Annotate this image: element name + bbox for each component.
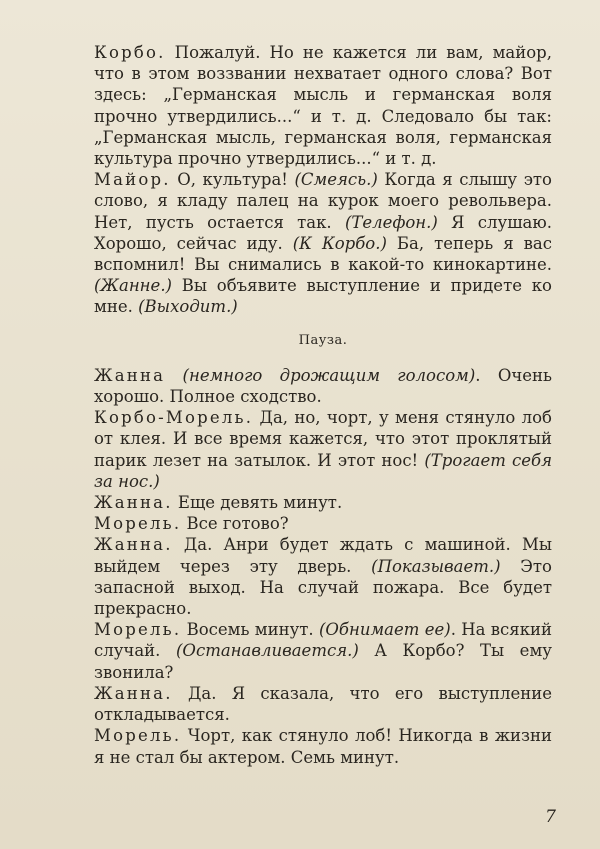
stage-direction: (Жанне.) [94,276,172,296]
speaker-name: Жанна. [94,493,173,513]
speaker-name: Жанна. [94,535,173,555]
dialogue-text: Это запасной выход. На случай пожара. Все будет прекрасно. [94,556,552,619]
dialogue-text: Все готово? [181,514,289,534]
stage-pause: Пауза. [298,332,348,348]
dialogue-paragraph [94,407,552,492]
stage-direction: (Показывает.) [371,556,501,576]
dialogue-paragraph [94,534,552,619]
dialogue-text: Восемь минут. [181,620,319,640]
dialogue-text: Да. Я сказала, что его выступление откладывается. [94,683,552,725]
speaker-name: Корбо. [94,43,166,62]
stage-direction: (немного дрожащим голосом) [182,365,476,385]
dialogue-text: Пожалуй. Но не кажется ли вам, майор, что в этом воззвании нехватает одного слова? Вот здесь: „Германская мысль и германская воля прочно утвердились...“ и т. д. Следовало бы так: „Германская мысль, германская воля, германская культура прочно утвердились...“ и т. д. [94,43,552,169]
dialogue-paragraph [94,683,552,725]
dialogue-paragraph [94,492,552,513]
stage-direction: (Трогает себя за нос.) [94,450,552,491]
dialogue-paragraph [94,725,552,767]
stage-direction: (Выходит.) [138,297,238,317]
dialogue-text: . На всякий случай. [94,620,552,661]
dialogue-text: . Очень хорошо. Полное сходство. [94,365,553,407]
speaker-name: Морель. [94,620,182,640]
dialogue-text: О, культура! [170,170,295,190]
page-number: 7 [545,807,556,827]
stage-direction: (Обнимает ее) [318,620,451,640]
stage-direction: (Телефон.) [344,212,438,232]
dialogue-paragraph [94,42,552,169]
dialogue-text: Ба, теперь я вас вспомнил! Вы снимались в какой-то кинокартине. [94,233,553,275]
dialogue-paragraph [94,169,552,317]
dialogue-text: Да. Анри будет ждать с машиной. Мы выйдем через эту дверь. [94,535,552,576]
dialogue-text: Я слушаю. Хорошо, сейчас иду. [94,212,552,253]
dialogue-text: А Корбо? Ты ему звонила? [94,641,552,682]
speaker-name: Корбо-Морель. [94,408,254,428]
dialogue-text [165,366,182,385]
dialogue-text: Еще девять минут. [172,493,343,513]
stage-direction: (Останавливается.) [175,641,359,661]
dialogue-text: Вы объявите выступление и придете ко мне. [94,276,552,317]
speaker-name: Жанна. [94,683,173,703]
play-text [94,42,552,768]
speaker-name: Морель. [94,726,182,746]
speaker-name: Майор. [94,170,171,190]
dialogue-paragraph [94,513,552,534]
dialogue-paragraph [94,619,552,683]
stage-direction: (Смеясь.) [294,170,378,190]
stage-direction: (К Корбо.) [292,233,387,253]
dialogue-text: Чорт, как стянуло лоб! Никогда в жизни я не стал бы актером. Семь минут. [94,726,552,767]
speaker-name: Морель. [94,514,182,534]
speaker-name: Жанна [94,365,166,385]
dialogue-text: Когда я слышу это слово, я кладу палец на курок моего револьвера. Нет, пусть остается так. [94,170,552,232]
dialogue-text: Да, но, чорт, у меня стянуло лоб от клея. И все время кажется, что этот проклятый парик лезет на затылок. И этот нос! [94,408,552,470]
dialogue-paragraph [94,365,552,407]
